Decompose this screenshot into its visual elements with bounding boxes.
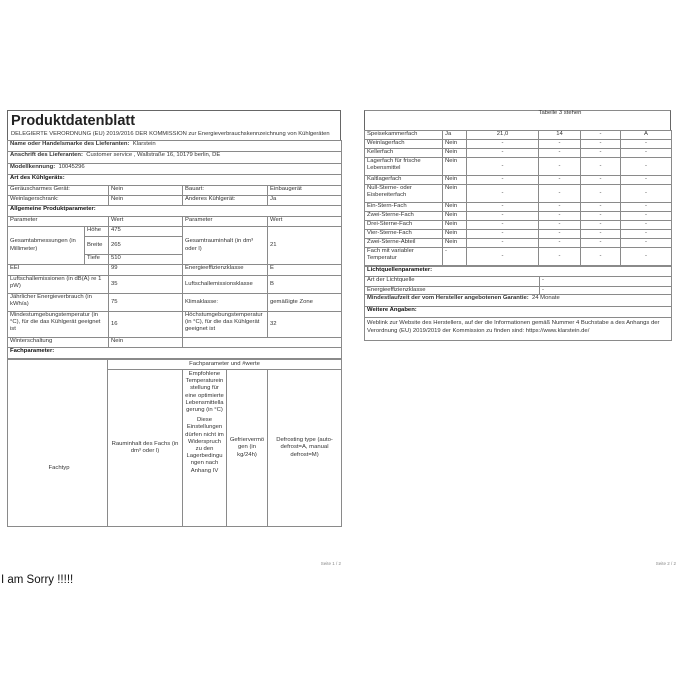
comp-volume: 21,0 bbox=[467, 131, 539, 140]
comp-defrost: - bbox=[621, 239, 672, 248]
empty-cell bbox=[8, 360, 108, 527]
parameter-label: Mindestumgebungstemperatur (in °C), für die das Kühlgerät geeignet ist bbox=[8, 312, 109, 338]
compartment-row bbox=[365, 149, 672, 158]
comp-present: Nein bbox=[443, 239, 467, 248]
comp-temp: 14 bbox=[539, 131, 581, 140]
comp-name: Kellerfach bbox=[365, 149, 443, 158]
more-info-text: Weblink zur Website des Herstellers, auf der die Informationen gemäß Nummer 4 Buchstabe a des Anhangs der Verordnung (EU) 2019/2019 der Kommission zu finden sind: https://www.klarstein.de/ bbox=[365, 318, 672, 341]
comp-temp: - bbox=[539, 185, 581, 203]
appliance-row bbox=[8, 186, 342, 196]
comp-volume: - bbox=[467, 140, 539, 149]
appliance-value: Ja bbox=[268, 196, 342, 206]
light-label: Art der Lichtquelle bbox=[365, 277, 540, 287]
comp-temp: - bbox=[539, 239, 581, 248]
comp-present: Nein bbox=[443, 176, 467, 185]
comp-name: Fach mit variabler Temperatur bbox=[365, 248, 443, 266]
comp-freeze: - bbox=[581, 230, 621, 239]
supplier-address-value: Customer service , Wallstraße 16, 10179 berlin, DE bbox=[86, 152, 221, 158]
compartment-header-table bbox=[7, 359, 342, 527]
light-row bbox=[365, 287, 672, 295]
parameter-value: 16 bbox=[109, 312, 183, 338]
model-value: 10045296 bbox=[58, 164, 85, 170]
comp-present: Nein bbox=[443, 230, 467, 239]
winter-value: Nein bbox=[109, 338, 183, 348]
compartment-row bbox=[365, 248, 672, 266]
comp-name: Speisekammerfach bbox=[365, 131, 443, 140]
parameter-label: Jährlicher Energieverbrauch (in kWh/a) bbox=[8, 294, 109, 312]
supplier-name-row bbox=[8, 141, 342, 152]
depth-value: 510 bbox=[109, 255, 183, 265]
parameter-value: gemäßigte Zone bbox=[268, 294, 342, 312]
comp-freeze: - bbox=[581, 212, 621, 221]
compartment-parameters-heading: Fachparameter: bbox=[8, 348, 342, 359]
value-header: Wert bbox=[268, 217, 342, 227]
table-top-strip bbox=[364, 110, 671, 130]
light-label: Energieeffizienzklasse bbox=[365, 287, 540, 295]
width-label: Breite bbox=[85, 237, 109, 255]
comp-defrost: - bbox=[621, 221, 672, 230]
document-title: Produktdatenblatt bbox=[11, 113, 136, 129]
compartment-row bbox=[365, 212, 672, 221]
comp-temp: - bbox=[539, 158, 581, 176]
parameter-label: Luftschallemissionsklasse bbox=[183, 276, 268, 294]
warranty-row bbox=[365, 295, 672, 307]
compartment-row bbox=[365, 158, 672, 176]
empty-cell bbox=[183, 338, 342, 348]
comp-temp: - bbox=[539, 212, 581, 221]
table-label: Tabelle 3 stehen bbox=[538, 110, 582, 116]
col-recommended-temp bbox=[183, 370, 227, 527]
comp-name: Kaltlagerfach bbox=[365, 176, 443, 185]
value-header: Wert bbox=[109, 217, 183, 227]
comp-freeze: - bbox=[581, 131, 621, 140]
col-compartment-type: Fachtyp bbox=[48, 465, 70, 471]
general-parameters-heading: Allgemeine Produktparameter: bbox=[8, 206, 342, 217]
compartments-table bbox=[364, 130, 672, 266]
comp-freeze: - bbox=[581, 185, 621, 203]
compartment-row bbox=[365, 131, 672, 140]
warranty-label: Mindestlaufzeit der vom Hersteller angebotenen Garantie: bbox=[367, 295, 529, 302]
model-row bbox=[8, 164, 342, 175]
parameter-value: 75 bbox=[109, 294, 183, 312]
parameter-value: 99 bbox=[109, 265, 183, 276]
height-value: 475 bbox=[109, 227, 183, 237]
comp-defrost: - bbox=[621, 212, 672, 221]
comp-volume: - bbox=[467, 149, 539, 158]
comp-defrost: - bbox=[621, 149, 672, 158]
compartment-row bbox=[365, 203, 672, 212]
comp-present: Ja bbox=[443, 131, 467, 140]
appliance-value: Nein bbox=[109, 186, 183, 196]
comp-name: Ein-Stern-Fach bbox=[365, 203, 443, 212]
compartment-row bbox=[365, 185, 672, 203]
supplier-address-row bbox=[8, 152, 342, 164]
comp-defrost: - bbox=[621, 140, 672, 149]
comp-present: Nein bbox=[443, 212, 467, 221]
col-temp-text: Empfohlene Temperatureinstellung für eine optimierte Lebensmittellagerung (in °C) bbox=[185, 371, 224, 414]
comp-volume: - bbox=[467, 248, 539, 266]
light-row bbox=[365, 277, 672, 287]
comp-defrost: - bbox=[621, 230, 672, 239]
comp-present: Nein bbox=[443, 203, 467, 212]
comp-name: Lagerfach für frische Lebensmittel bbox=[365, 158, 443, 176]
comp-name: Vier-Sterne-Fach bbox=[365, 230, 443, 239]
appliance-label: Bauart: bbox=[183, 186, 268, 196]
page-number: Seite 2 / 2 bbox=[655, 561, 676, 566]
comp-present: Nein bbox=[443, 185, 467, 203]
comp-defrost: - bbox=[621, 185, 672, 203]
comp-present: Nein bbox=[443, 158, 467, 176]
comp-freeze: - bbox=[581, 149, 621, 158]
parameter-label: Klimaklasse: bbox=[183, 294, 268, 312]
comp-defrost: - bbox=[621, 158, 672, 176]
compartment-row bbox=[365, 176, 672, 185]
comp-volume: - bbox=[467, 239, 539, 248]
dimensions-row bbox=[8, 227, 342, 237]
comp-temp: - bbox=[539, 176, 581, 185]
winter-row bbox=[8, 338, 342, 348]
comp-temp: - bbox=[539, 140, 581, 149]
comp-volume: - bbox=[467, 221, 539, 230]
parameter-header-row bbox=[8, 217, 342, 227]
more-info-heading: Weitere Angaben: bbox=[365, 307, 672, 318]
parameter-label: Luftschallemissionen (in dB(A) re 1 pW) bbox=[8, 276, 109, 294]
datasheet-page-1 bbox=[7, 110, 341, 567]
page-number: Seite 1 / 2 bbox=[320, 561, 341, 566]
comp-defrost: - bbox=[621, 248, 672, 266]
supplier-address-label: Anschrift des Lieferanten: bbox=[10, 152, 83, 158]
light-value: - bbox=[540, 277, 672, 287]
comp-present: Nein bbox=[443, 149, 467, 158]
parameter-label: Energieeffizienzklasse bbox=[183, 265, 268, 276]
comp-freeze: - bbox=[581, 239, 621, 248]
datasheet-page-2 bbox=[364, 110, 676, 567]
volume-label: Gesamtrauminhalt (in dm³ oder l) bbox=[183, 227, 268, 265]
parameter-header: Parameter bbox=[8, 217, 109, 227]
appliance-label: Anderes Kühlgerät: bbox=[183, 196, 268, 206]
appliance-type-heading: Art des Kühlgeräts: bbox=[8, 175, 342, 186]
comp-temp: - bbox=[539, 230, 581, 239]
comp-freeze: - bbox=[581, 140, 621, 149]
comp-freeze: - bbox=[581, 158, 621, 176]
comp-name: Zwei-Sterne-Fach bbox=[365, 212, 443, 221]
comp-temp: - bbox=[539, 149, 581, 158]
parameter-row bbox=[8, 312, 342, 338]
comp-volume: - bbox=[467, 158, 539, 176]
comp-freeze: - bbox=[581, 176, 621, 185]
regulation-subtitle: DELEGIERTE VERORDNUNG (EU) 2019/2016 DER KOMMISSION zur Energieverbrauchskennzeichnung von Kühlgeräten bbox=[11, 131, 330, 137]
comp-present: - bbox=[443, 248, 467, 266]
compartment-row bbox=[365, 221, 672, 230]
comp-name: Null-Sterne- oder Eisbereiterfach bbox=[365, 185, 443, 203]
apology-text: I am Sorry !!!!! bbox=[1, 574, 74, 586]
warranty-value: 24 Monate bbox=[531, 295, 560, 302]
parameter-row bbox=[8, 276, 342, 294]
compartment-row bbox=[365, 230, 672, 239]
parameter-value: B bbox=[268, 276, 342, 294]
col-temp-note: Diese Einstellungen dürfen nicht im Widerspruch zu den Lagerbedingungen nach Anhang IV bbox=[185, 417, 224, 474]
comp-volume: - bbox=[467, 176, 539, 185]
comp-volume: - bbox=[467, 212, 539, 221]
comp-volume: - bbox=[467, 185, 539, 203]
width-value: 265 bbox=[109, 237, 183, 255]
model-label: Modellkennung: bbox=[10, 164, 56, 170]
parameter-label: Höchstumgebungstemperatur (in °C), für die das Kühlgerät geeignet ist bbox=[183, 312, 268, 338]
dimensions-label: Gesamtabmessungen (in Millimeter) bbox=[8, 227, 85, 265]
comp-temp: - bbox=[539, 248, 581, 266]
col-freezing-capacity: Gefriervermögen (in kg/24h) bbox=[227, 370, 268, 527]
parameter-value: 35 bbox=[109, 276, 183, 294]
supplier-name-value: Klarstein bbox=[132, 141, 156, 147]
appliance-value: Einbaugerät bbox=[268, 186, 342, 196]
volume-value: 21 bbox=[268, 227, 342, 265]
comp-volume: - bbox=[467, 203, 539, 212]
comp-temp: - bbox=[539, 203, 581, 212]
parameter-row bbox=[8, 265, 342, 276]
comp-name: Zwei-Sterne-Abteil bbox=[365, 239, 443, 248]
parameter-value: E bbox=[268, 265, 342, 276]
comp-defrost: - bbox=[621, 176, 672, 185]
comp-name: Weinlagerfach bbox=[365, 140, 443, 149]
supplier-name-label: Name oder Handelsmarke des Lieferanten: bbox=[10, 141, 130, 147]
compartment-row bbox=[365, 239, 672, 248]
appliance-label: Geräuscharmes Gerät: bbox=[8, 186, 109, 196]
comp-defrost: A bbox=[621, 131, 672, 140]
comp-present: Nein bbox=[443, 140, 467, 149]
compartment-row bbox=[365, 140, 672, 149]
winter-label: Winterschaltung bbox=[8, 338, 109, 348]
comp-temp: - bbox=[539, 221, 581, 230]
light-value: - bbox=[540, 287, 672, 295]
appliance-value: Nein bbox=[109, 196, 183, 206]
col-volume: Rauminhalt des Fachs (in dm³ oder l) bbox=[108, 370, 183, 527]
comp-freeze: - bbox=[581, 203, 621, 212]
comp-defrost: - bbox=[621, 203, 672, 212]
comp-present: Nein bbox=[443, 221, 467, 230]
title-block bbox=[7, 110, 341, 140]
light-source-heading: Lichtquellenparameter: bbox=[365, 267, 672, 277]
comp-name: Drei-Sterne-Fach bbox=[365, 221, 443, 230]
parameter-row bbox=[8, 294, 342, 312]
compartment-group-header: Fachparameter und #werte bbox=[108, 360, 342, 370]
parameter-value: 32 bbox=[268, 312, 342, 338]
depth-label: Tiefe bbox=[85, 255, 109, 265]
general-info-table bbox=[7, 140, 342, 359]
comp-volume: - bbox=[467, 230, 539, 239]
col-defrost-type: Defrosting type (auto-defrost=A, manual defrost=M) bbox=[268, 370, 342, 527]
comp-freeze: - bbox=[581, 248, 621, 266]
light-source-table bbox=[364, 266, 672, 341]
parameter-header: Parameter bbox=[183, 217, 268, 227]
comp-freeze: - bbox=[581, 221, 621, 230]
appliance-row bbox=[8, 196, 342, 206]
height-label: Höhe bbox=[85, 227, 109, 237]
appliance-label: Weinlagerschrank: bbox=[8, 196, 109, 206]
parameter-label: EEI bbox=[8, 265, 109, 276]
